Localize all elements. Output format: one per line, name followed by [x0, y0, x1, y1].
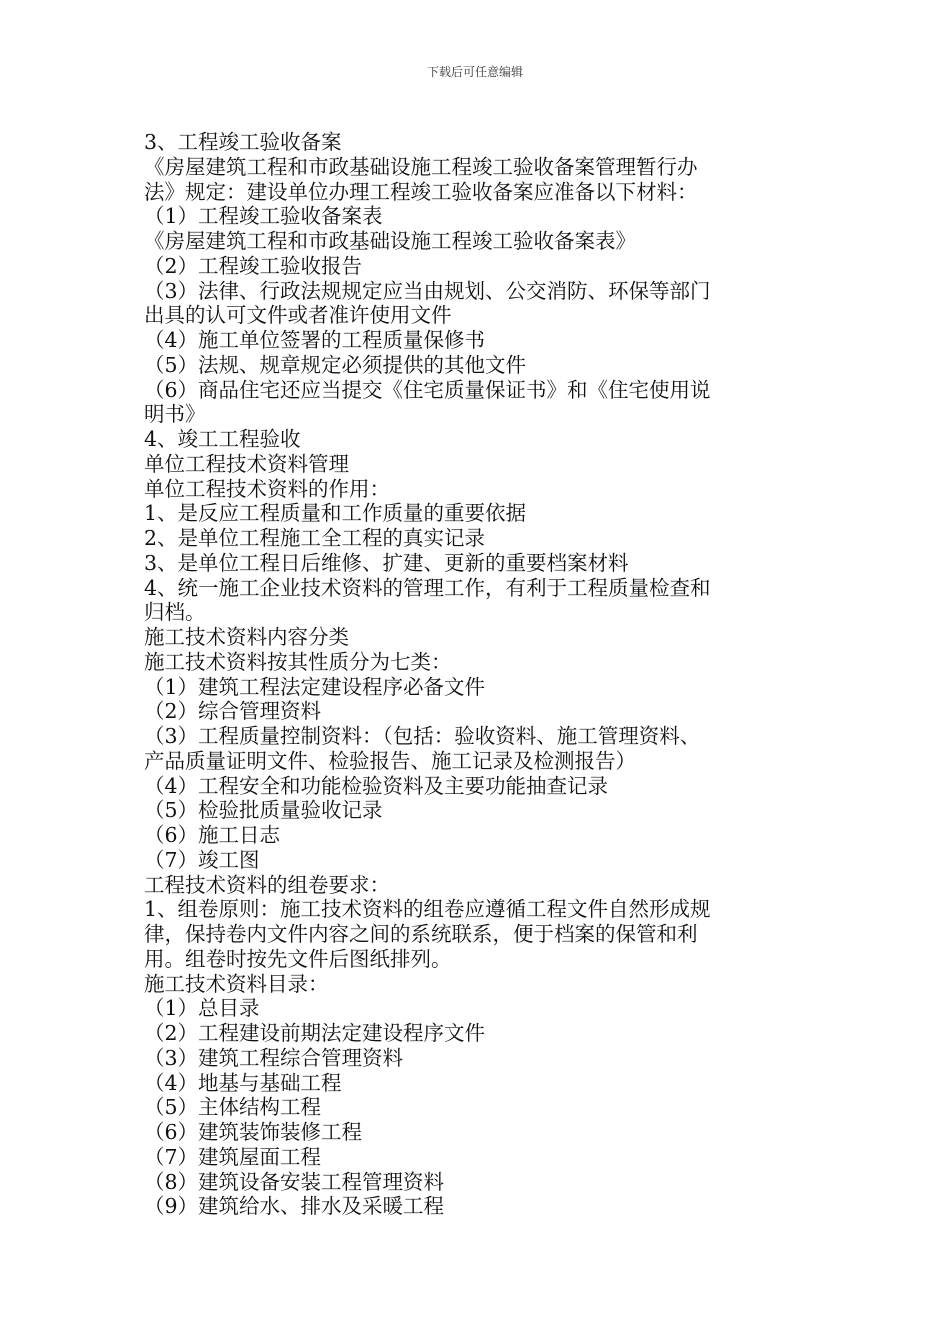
list-item: （7）建筑屋面工程 [144, 1144, 322, 1169]
list-item: 1、组卷原则：施工技术资料的组卷应遵循工程文件自然形成规 [144, 897, 711, 922]
text-line: 法》规定：建设单位办理工程竣工验收备案应准备以下材料： [144, 179, 698, 204]
list-item: 1、是反应工程质量和工作质量的重要依据 [144, 501, 527, 526]
list-item: 4、统一施工企业技术资料的管理工作，有利于工程质量检查和 [144, 575, 711, 600]
list-item: （5）主体结构工程 [144, 1095, 322, 1120]
section-heading: 3、工程竣工验收备案 [144, 130, 342, 154]
list-item: （5）检验批质量验收记录 [144, 798, 383, 823]
section-heading: 单位工程技术资料管理 [144, 451, 349, 476]
text-line: 施工技术资料按其性质分为七类： [144, 649, 452, 674]
text-line: 单位工程技术资料的作用： [144, 476, 390, 501]
text-line: 产品质量证明文件、检验报告、施工记录及检测报告） [144, 748, 636, 773]
text-line: 《房屋建筑工程和市政基础设施工程竣工验收备案管理暂行办 [144, 154, 698, 179]
list-item: （1）工程竣工验收备案表 [144, 204, 383, 229]
list-item: （1）建筑工程法定建设程序必备文件 [144, 674, 486, 699]
list-item: （2）综合管理资料 [144, 699, 322, 724]
list-item: （8）建筑设备安装工程管理资料 [144, 1169, 445, 1194]
list-item: （4）工程安全和功能检验资料及主要功能抽查记录 [144, 773, 609, 798]
text-line: 《房屋建筑工程和市政基础设施工程竣工验收备案表》 [144, 229, 636, 253]
text-line: 归档。 [144, 600, 206, 625]
list-item: （2）工程竣工验收报告 [144, 253, 363, 278]
section-heading: 4、竣工工程验收 [144, 427, 301, 451]
list-item: （4）地基与基础工程 [144, 1070, 342, 1095]
list-item: （3）建筑工程综合管理资料 [144, 1045, 404, 1070]
list-item: （4）施工单位签署的工程质量保修书 [144, 328, 486, 352]
list-item: （3）法律、行政法规规定应当由规划、公交消防、环保等部门 [144, 278, 711, 303]
list-item: （7）竣工图 [144, 847, 260, 872]
section-heading: 施工技术资料内容分类 [144, 625, 349, 649]
section-heading: 工程技术资料的组卷要求： [144, 872, 390, 897]
list-item: （6）商品住宅还应当提交《住宅质量保证书》和《住宅使用说 [144, 377, 711, 402]
text-line: 律，保持卷内文件内容之间的系统联系，便于档案的保管和利 [144, 922, 698, 946]
text-line: 明书》 [144, 402, 206, 427]
document-body [144, 130, 814, 1219]
list-item: （9）建筑给水、排水及采暖工程 [144, 1194, 445, 1219]
list-item: 3、是单位工程日后维修、扩建、更新的重要档案材料 [144, 550, 629, 575]
page-header: 下载后可任意编辑 [426, 65, 523, 79]
text-line: 用。组卷时按先文件后图纸排列。 [144, 946, 452, 971]
list-item: （1）总目录 [144, 996, 260, 1021]
text-line: 出具的认可文件或者准许使用文件 [144, 303, 452, 328]
section-heading: 施工技术资料目录： [144, 971, 329, 996]
list-item: （6）建筑装饰装修工程 [144, 1120, 363, 1144]
list-item: （5）法规、规章规定必须提供的其他文件 [144, 352, 527, 377]
list-item: （6）施工日志 [144, 823, 281, 847]
list-item: 2、是单位工程施工全工程的真实记录 [144, 526, 486, 550]
list-item: （2）工程建设前期法定建设程序文件 [144, 1021, 486, 1045]
list-item: （3）工程质量控制资料：（包括：验收资料、施工管理资料、 [144, 724, 701, 748]
